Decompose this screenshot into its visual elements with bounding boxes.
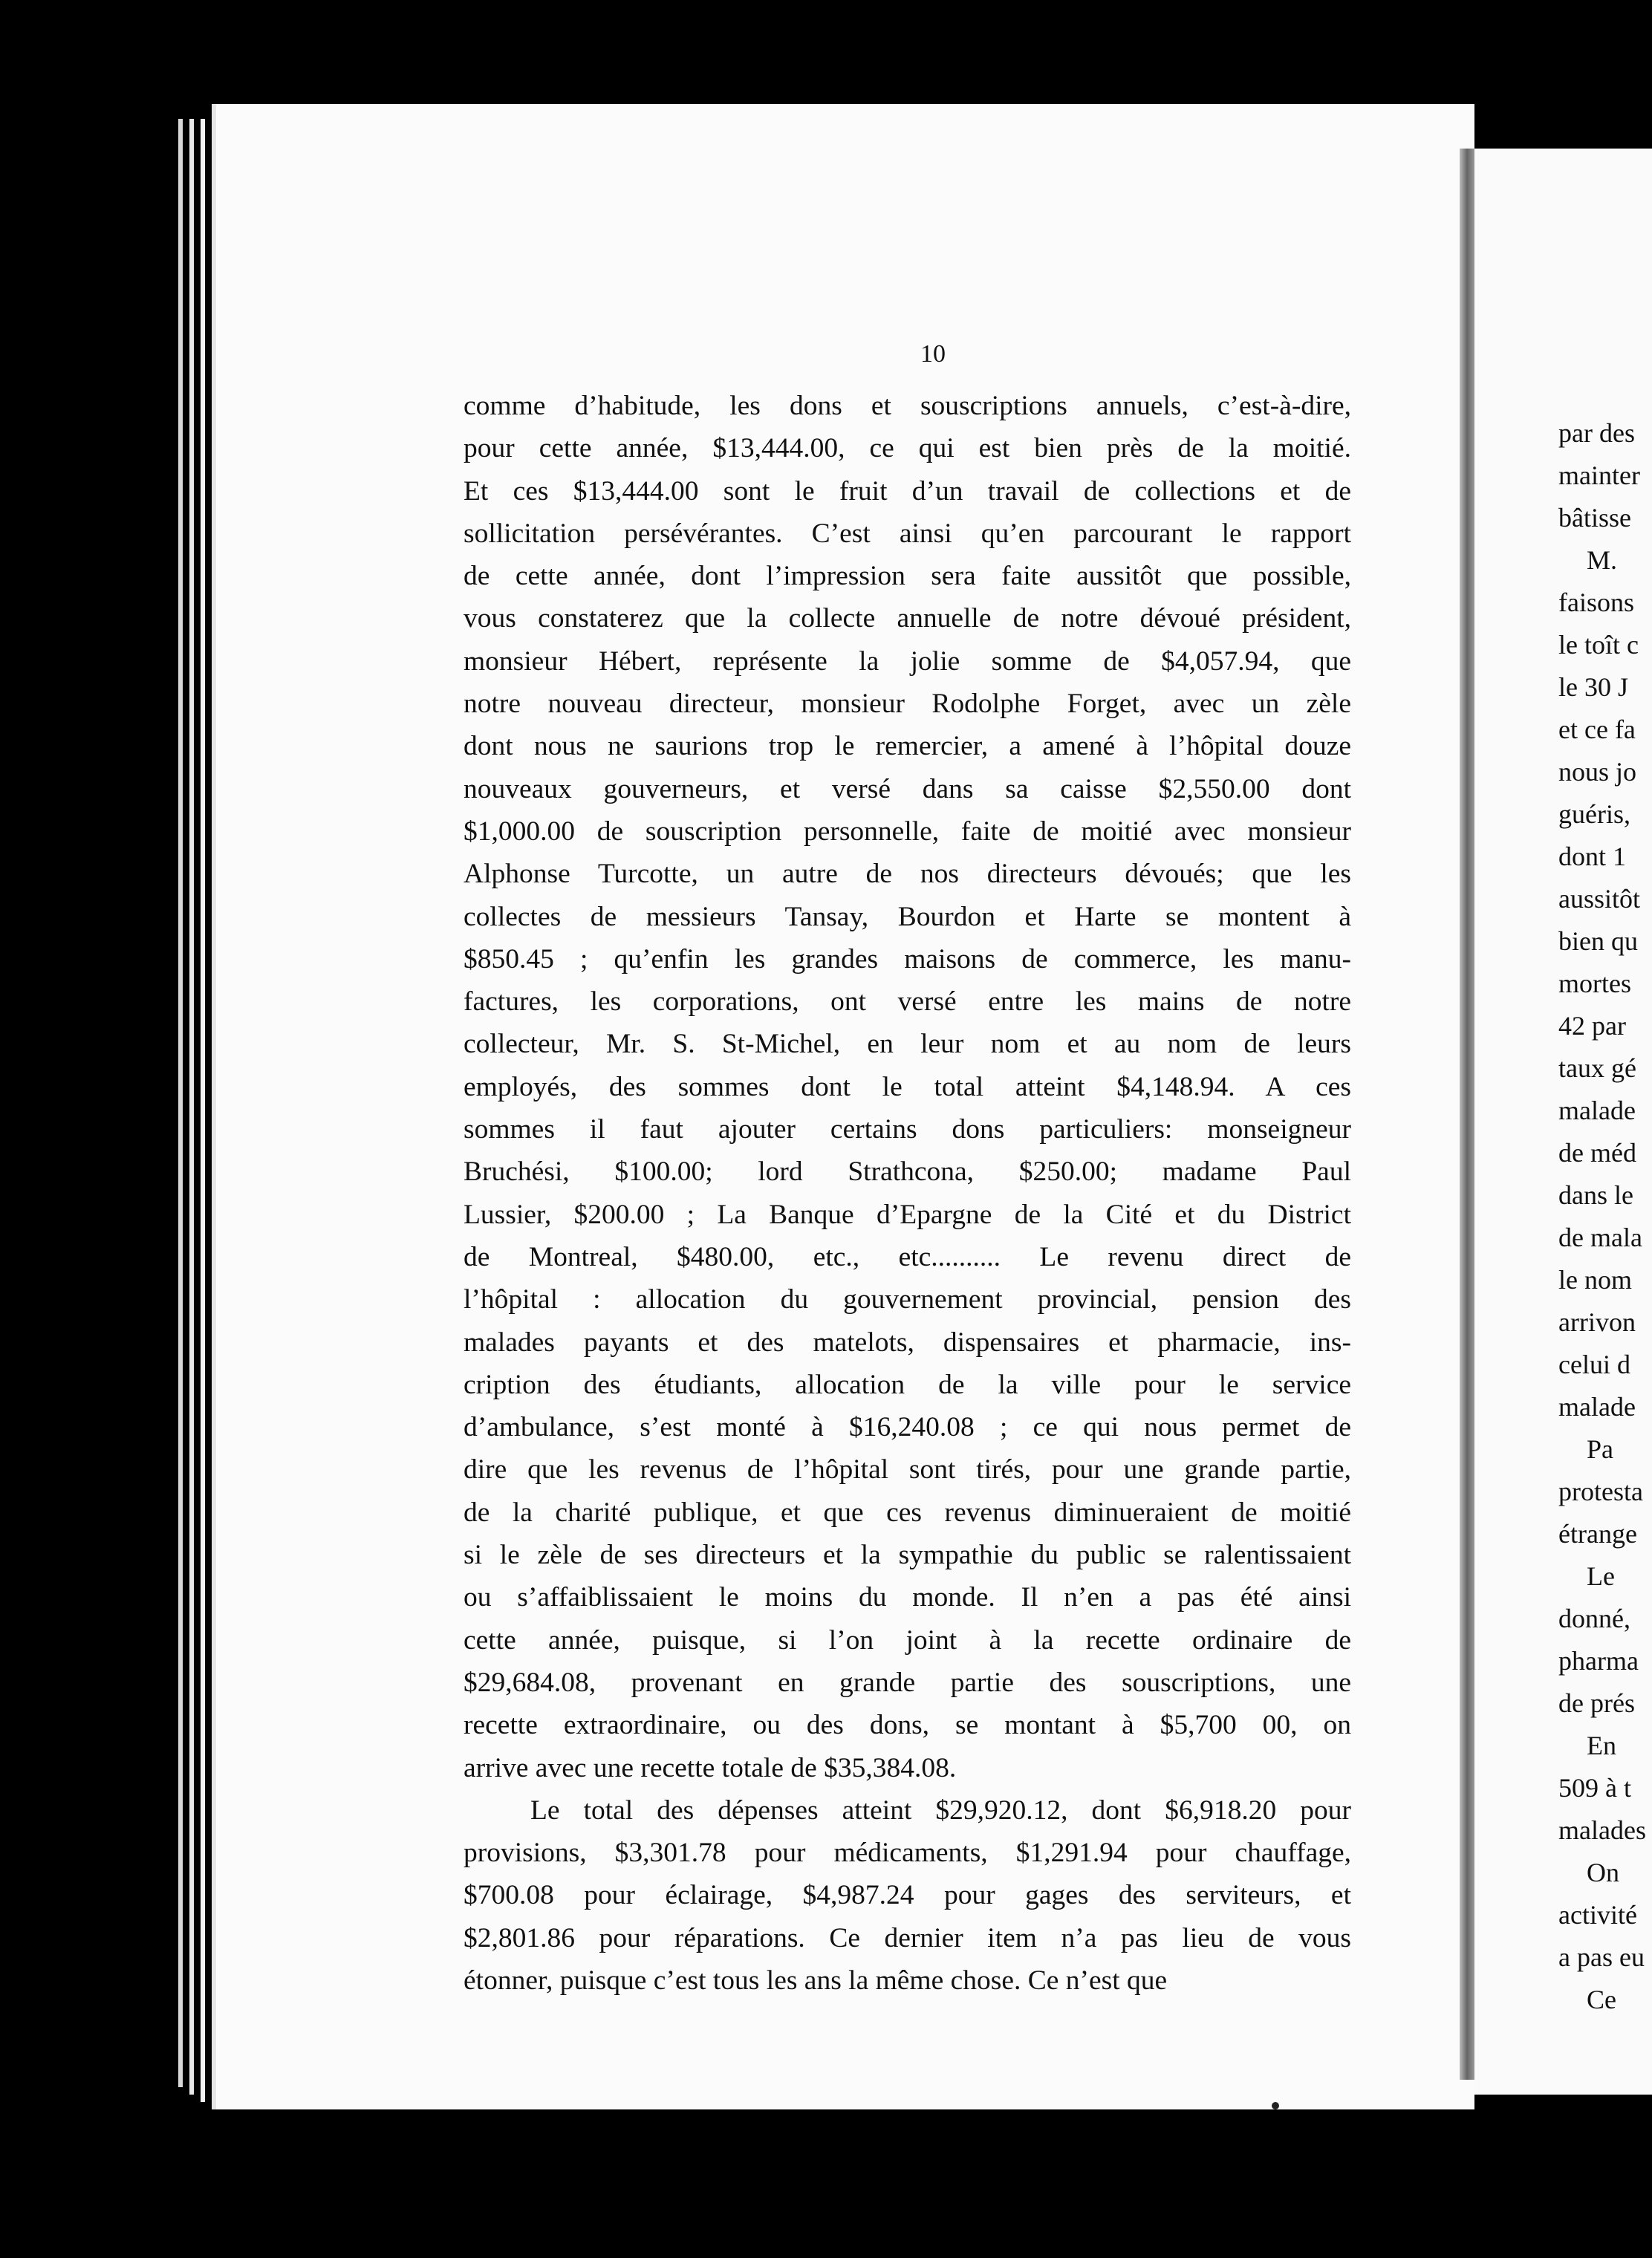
text-line: 509 à t (1558, 1773, 1631, 1803)
text-line: le toît c (1558, 630, 1639, 660)
text-line: de la charité publique, et que ces revenus diminueraient de moitié (464, 1497, 1351, 1528)
text-line: faisons (1558, 588, 1634, 617)
text-line: de cette année, dont l’impression sera faite aussitôt que possible, (464, 561, 1351, 592)
text-line: a pas eu (1558, 1942, 1645, 1972)
page-edge (189, 119, 194, 2095)
text-line: provisions, $3,301.78 pour médicaments, $1,291.94 pour chauffage, (464, 1838, 1351, 1869)
text-line: En (1587, 1731, 1616, 1760)
text-line: dans le (1558, 1180, 1633, 1210)
text-line: de mala (1558, 1223, 1642, 1252)
text-line: collecteur, Mr. S. St-Michel, en leur nom et au nom de leurs (464, 1029, 1351, 1060)
text-line: dont 1 (1558, 842, 1627, 871)
paragraph-1 (464, 385, 1351, 1789)
text-line: employés, des sommes dont le total atteint $4,148.94. A ces (464, 1071, 1351, 1102)
text-line: de méd (1558, 1138, 1636, 1168)
text-line: collectes de messieurs Tansay, Bourdon et Harte se montent à (464, 901, 1351, 932)
text-line: le nom (1558, 1265, 1632, 1295)
text-line: nouveaux gouverneurs, et versé dans sa caisse $2,550.00 dont (464, 773, 1351, 804)
text-line: $29,684.08, provenant en grande partie des souscriptions, une (464, 1667, 1351, 1698)
text-line: aussitôt (1558, 884, 1641, 914)
text-line: dont nous ne saurions trop le remercier, a amené à l’hôpital douze (464, 731, 1351, 762)
text-line: mortes (1558, 969, 1631, 998)
text-line: donné, (1558, 1604, 1630, 1633)
text-line: Et ces $13,444.00 sont le fruit d’un travail de collections et de (464, 475, 1351, 507)
text-line: taux gé (1558, 1053, 1636, 1083)
text-line: et ce fa (1558, 715, 1636, 744)
text-line: monsieur Hébert, représente la jolie somme de $4,057.94, que (464, 645, 1351, 677)
text-line: $1,000.00 de souscription personnelle, faite de moitié avec monsieur (464, 816, 1351, 847)
text-line: nous jo (1558, 757, 1637, 787)
text-line: étrange (1558, 1519, 1637, 1549)
page-edge (178, 119, 183, 2087)
left-page-body (464, 385, 1351, 2002)
text-line: Bruchési, $100.00; lord Strathcona, $250.00; madame Paul (464, 1156, 1351, 1188)
text-line: malades payants et des matelots, dispensaires et pharmacie, ins- (464, 1327, 1351, 1358)
text-line: sollicitation persévérantes. C’est ainsi qu’en parcourant le rapport (464, 518, 1351, 549)
text-line: mainter (1558, 461, 1640, 490)
text-line: de Montreal, $480.00, etc., etc.......... Le revenu direct de (464, 1241, 1351, 1272)
text-line: arrive avec une recette totale de $35,384.08. (464, 1752, 957, 1783)
text-line: protesta (1558, 1477, 1643, 1506)
text-line: comme d’habitude, les dons et souscriptions annuels, c’est-à-dire, (464, 391, 1351, 421)
text-line: celui d (1558, 1350, 1630, 1379)
text-line: vous constaterez que la collecte annuelle de notre dévoué président, (464, 603, 1351, 634)
text-line: pharma (1558, 1646, 1639, 1676)
text-line: bien qu (1558, 926, 1638, 956)
text-line: dire que les revenus de l’hôpital sont tirés, pour une grande partie, (464, 1454, 1351, 1486)
text-line: recette extraordinaire, ou des dons, se montant à $5,700 00, on (464, 1710, 1351, 1741)
text-line: Pa (1587, 1434, 1613, 1464)
text-line: par des (1558, 418, 1635, 448)
paragraph-2 (464, 1789, 1351, 2002)
text-line: Le (1587, 1561, 1615, 1591)
text-line: notre nouveau directeur, monsieur Rodolphe Forget, avec un zèle (464, 689, 1351, 720)
text-line: malade (1558, 1392, 1636, 1422)
text-line: On (1587, 1858, 1619, 1887)
book-gutter (1460, 149, 1474, 2080)
text-line: sommes il faut ajouter certains dons particuliers: monseigneur (464, 1114, 1351, 1145)
text-line: étonner, puisque c’est tous les ans la même chose. Ce n’est que (464, 1965, 1168, 1996)
text-line: de prés (1558, 1688, 1635, 1718)
text-line: $2,801.86 pour réparations. Ce dernier item n’a pas lieu de vous (464, 1922, 1351, 1953)
text-line: Alphonse Turcotte, un autre de nos directeurs dévoués; que les (464, 859, 1351, 890)
text-line: factures, les corporations, ont versé entre les mains de notre (464, 986, 1351, 1018)
text-line: malades (1558, 1815, 1646, 1845)
text-line: M. (1587, 545, 1618, 575)
text-line: Ce (1587, 1985, 1616, 2014)
text-line: le 30 J (1558, 672, 1628, 702)
text-line: 42 par (1558, 1011, 1626, 1041)
text-line: l’hôpital : allocation du gouvernement provincial, pension des (464, 1284, 1351, 1315)
text-line: cette année, puisque, si l’on joint à la recette ordinaire de (464, 1624, 1351, 1656)
text-line: $850.45 ; qu’enfin les grandes maisons de commerce, les manu- (464, 943, 1351, 975)
right-page-body (1558, 412, 1652, 2021)
text-line: activité (1558, 1900, 1637, 1930)
text-line: guéris, (1558, 799, 1630, 829)
text-line: Lussier, $200.00 ; La Banque d’Epargne de la Cité et du District (464, 1199, 1351, 1230)
text-line: Le total des dépenses atteint $29,920.12, dont $6,918.20 pour (530, 1795, 1351, 1826)
text-line: d’ambulance, s’est monté à $16,240.08 ; ce qui nous permet de (464, 1412, 1351, 1443)
text-line: cription des étudiants, allocation de la ville pour le service (464, 1369, 1351, 1400)
text-line: bâtisse (1558, 503, 1631, 533)
ink-speck (1272, 2102, 1279, 2109)
text-line: arrivon (1558, 1307, 1636, 1337)
text-line: ou s’affaiblissaient le moins du monde. Il n’en a pas été ainsi (464, 1582, 1351, 1613)
page-edge (201, 119, 205, 2102)
text-line: malade (1558, 1096, 1636, 1125)
text-line: pour cette année, $13,444.00, ce qui est bien près de la moitié. (464, 433, 1351, 464)
text-line: si le zèle de ses directeurs et la sympathie du public se ralentissaient (464, 1540, 1351, 1571)
page-number: 10 (920, 340, 946, 368)
text-line: $700.08 pour éclairage, $4,987.24 pour gages des serviteurs, et (464, 1880, 1351, 1911)
